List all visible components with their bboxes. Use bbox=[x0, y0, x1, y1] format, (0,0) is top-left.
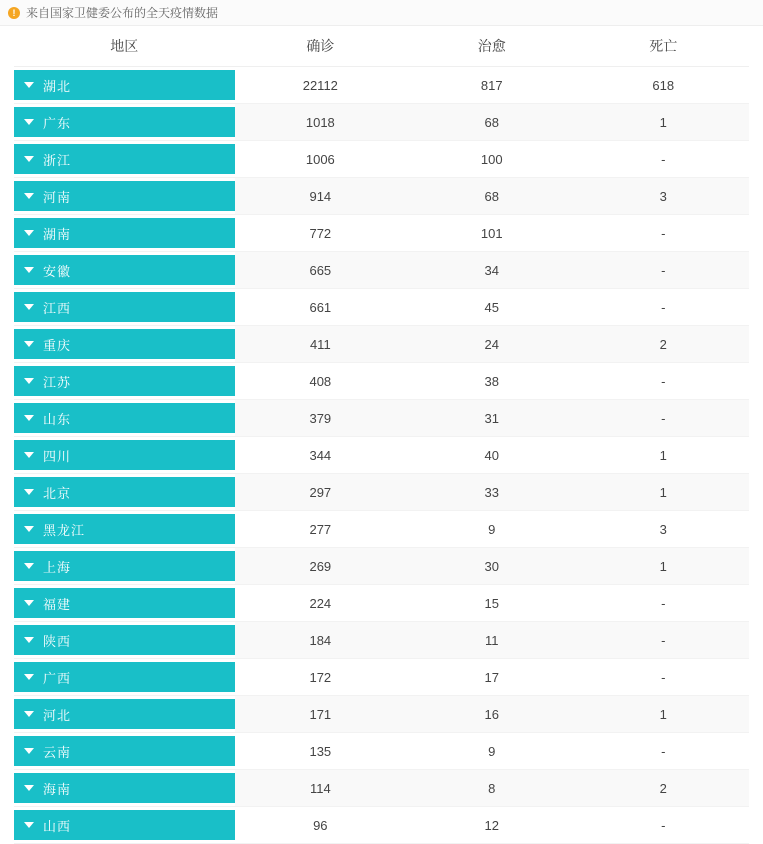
region-bar[interactable] bbox=[14, 403, 235, 433]
region-label: 海南 bbox=[43, 781, 72, 797]
confirmed-cell: 184 bbox=[235, 622, 406, 659]
cured-cell: 31 bbox=[406, 400, 577, 437]
region-label: 安徽 bbox=[43, 263, 72, 279]
region-label: 浙江 bbox=[43, 152, 72, 168]
deaths-cell: 3 bbox=[578, 178, 750, 215]
chevron-down-icon[interactable] bbox=[24, 193, 34, 199]
chevron-down-icon[interactable] bbox=[24, 822, 34, 828]
confirmed-cell: 172 bbox=[235, 659, 406, 696]
deaths-cell: - bbox=[578, 622, 750, 659]
region-bar[interactable] bbox=[14, 699, 235, 729]
region-bar[interactable] bbox=[14, 810, 235, 840]
confirmed-cell: 96 bbox=[235, 807, 406, 844]
region-bar[interactable] bbox=[14, 70, 235, 100]
confirmed-cell: 171 bbox=[235, 696, 406, 733]
deaths-cell: 2 bbox=[578, 770, 750, 807]
region-bar[interactable] bbox=[14, 662, 235, 692]
cured-cell: 33 bbox=[406, 474, 577, 511]
table-row bbox=[14, 363, 749, 400]
confirmed-cell: 665 bbox=[235, 252, 406, 289]
chevron-down-icon[interactable] bbox=[24, 230, 34, 236]
deaths-cell: - bbox=[578, 289, 750, 326]
notice-text: 来自国家卫健委公布的全天疫情数据 bbox=[26, 6, 219, 20]
cured-cell: 17 bbox=[406, 659, 577, 696]
deaths-cell: 1 bbox=[578, 696, 750, 733]
column-header-region: 地区 bbox=[14, 26, 235, 67]
cured-cell: 40 bbox=[406, 437, 577, 474]
table-row bbox=[14, 474, 749, 511]
region-label: 广西 bbox=[43, 670, 72, 686]
region-cell[interactable] bbox=[14, 807, 235, 844]
deaths-cell: - bbox=[578, 400, 750, 437]
region-cell[interactable] bbox=[14, 67, 235, 104]
table-row bbox=[14, 289, 749, 326]
region-cell[interactable] bbox=[14, 659, 235, 696]
region-label: 黑龙江 bbox=[43, 522, 86, 538]
region-bar[interactable] bbox=[14, 551, 235, 581]
deaths-cell: 1 bbox=[578, 437, 750, 474]
region-bar[interactable] bbox=[14, 588, 235, 618]
region-cell[interactable] bbox=[14, 289, 235, 326]
region-label: 江西 bbox=[43, 300, 72, 316]
region-cell[interactable] bbox=[14, 770, 235, 807]
confirmed-cell: 772 bbox=[235, 215, 406, 252]
chevron-down-icon[interactable] bbox=[24, 526, 34, 532]
region-cell[interactable] bbox=[14, 548, 235, 585]
region-bar[interactable] bbox=[14, 477, 235, 507]
table-row bbox=[14, 696, 749, 733]
region-label: 山西 bbox=[43, 818, 72, 834]
deaths-cell: - bbox=[578, 807, 750, 844]
region-bar[interactable] bbox=[14, 773, 235, 803]
table-row bbox=[14, 67, 749, 104]
chevron-down-icon[interactable] bbox=[24, 711, 34, 717]
chevron-down-icon[interactable] bbox=[24, 415, 34, 421]
table-row bbox=[14, 437, 749, 474]
region-bar[interactable] bbox=[14, 329, 235, 359]
cured-cell: 101 bbox=[406, 215, 577, 252]
cured-cell: 817 bbox=[406, 67, 577, 104]
confirmed-cell: 22112 bbox=[235, 67, 406, 104]
region-cell[interactable] bbox=[14, 696, 235, 733]
region-cell[interactable] bbox=[14, 474, 235, 511]
region-cell[interactable] bbox=[14, 511, 235, 548]
region-label: 河北 bbox=[43, 707, 72, 723]
region-bar[interactable] bbox=[14, 514, 235, 544]
chevron-down-icon[interactable] bbox=[24, 156, 34, 162]
confirmed-cell: 344 bbox=[235, 437, 406, 474]
region-bar[interactable] bbox=[14, 625, 235, 655]
confirmed-cell: 297 bbox=[235, 474, 406, 511]
chevron-down-icon[interactable] bbox=[24, 452, 34, 458]
cured-cell: 8 bbox=[406, 770, 577, 807]
deaths-cell: 618 bbox=[578, 67, 750, 104]
chevron-down-icon[interactable] bbox=[24, 304, 34, 310]
region-cell[interactable] bbox=[14, 215, 235, 252]
cured-cell: 24 bbox=[406, 326, 577, 363]
confirmed-cell: 224 bbox=[235, 585, 406, 622]
region-label: 广东 bbox=[43, 115, 72, 131]
region-label: 湖南 bbox=[43, 226, 72, 242]
region-label: 陕西 bbox=[43, 633, 72, 649]
cured-cell: 34 bbox=[406, 252, 577, 289]
chevron-down-icon[interactable] bbox=[24, 378, 34, 384]
region-cell[interactable] bbox=[14, 400, 235, 437]
deaths-cell: - bbox=[578, 141, 750, 178]
chevron-down-icon[interactable] bbox=[24, 119, 34, 125]
region-cell[interactable] bbox=[14, 585, 235, 622]
region-label: 河南 bbox=[43, 189, 72, 205]
region-label: 山东 bbox=[43, 411, 72, 427]
table-row bbox=[14, 141, 749, 178]
region-cell[interactable] bbox=[14, 733, 235, 770]
table-row bbox=[14, 252, 749, 289]
confirmed-cell: 1006 bbox=[235, 141, 406, 178]
deaths-cell: 3 bbox=[578, 511, 750, 548]
region-cell[interactable] bbox=[14, 437, 235, 474]
chevron-down-icon[interactable] bbox=[24, 637, 34, 643]
deaths-cell: - bbox=[578, 215, 750, 252]
header-row bbox=[14, 26, 749, 67]
deaths-cell: - bbox=[578, 733, 750, 770]
cured-cell: 9 bbox=[406, 511, 577, 548]
confirmed-cell: 135 bbox=[235, 733, 406, 770]
region-cell[interactable] bbox=[14, 252, 235, 289]
region-bar[interactable] bbox=[14, 218, 235, 248]
region-label: 福建 bbox=[43, 596, 72, 612]
table-row bbox=[14, 400, 749, 437]
cured-cell: 11 bbox=[406, 622, 577, 659]
column-header-confirmed: 确诊 bbox=[235, 26, 406, 67]
deaths-cell: 2 bbox=[578, 326, 750, 363]
region-label: 北京 bbox=[43, 485, 72, 501]
epidemic-table bbox=[14, 26, 749, 844]
confirmed-cell: 661 bbox=[235, 289, 406, 326]
region-cell[interactable] bbox=[14, 363, 235, 400]
table-row bbox=[14, 548, 749, 585]
table-row bbox=[14, 585, 749, 622]
deaths-cell: 1 bbox=[578, 104, 750, 141]
confirmed-cell: 114 bbox=[235, 770, 406, 807]
table-row bbox=[14, 326, 749, 363]
region-cell[interactable] bbox=[14, 622, 235, 659]
region-bar[interactable] bbox=[14, 181, 235, 211]
cured-cell: 15 bbox=[406, 585, 577, 622]
region-bar[interactable] bbox=[14, 255, 235, 285]
chevron-down-icon[interactable] bbox=[24, 489, 34, 495]
confirmed-cell: 269 bbox=[235, 548, 406, 585]
region-cell[interactable] bbox=[14, 178, 235, 215]
cured-cell: 100 bbox=[406, 141, 577, 178]
region-cell[interactable] bbox=[14, 141, 235, 178]
chevron-down-icon[interactable] bbox=[24, 341, 34, 347]
table-row bbox=[14, 178, 749, 215]
region-label: 云南 bbox=[43, 744, 72, 760]
table-row bbox=[14, 807, 749, 844]
region-label: 江苏 bbox=[43, 374, 72, 390]
region-label: 四川 bbox=[43, 448, 72, 464]
notice-bar bbox=[0, 0, 763, 26]
table-row bbox=[14, 733, 749, 770]
cured-cell: 68 bbox=[406, 178, 577, 215]
chevron-down-icon[interactable] bbox=[24, 267, 34, 273]
confirmed-cell: 411 bbox=[235, 326, 406, 363]
region-bar[interactable] bbox=[14, 144, 235, 174]
table-header bbox=[14, 26, 749, 67]
confirmed-cell: 1018 bbox=[235, 104, 406, 141]
cured-cell: 30 bbox=[406, 548, 577, 585]
cured-cell: 38 bbox=[406, 363, 577, 400]
cured-cell: 68 bbox=[406, 104, 577, 141]
table-body bbox=[14, 67, 749, 844]
table-row bbox=[14, 104, 749, 141]
confirmed-cell: 914 bbox=[235, 178, 406, 215]
cured-cell: 45 bbox=[406, 289, 577, 326]
info-icon: ! bbox=[8, 7, 20, 19]
column-header-cured: 治愈 bbox=[406, 26, 577, 67]
chevron-down-icon[interactable] bbox=[24, 674, 34, 680]
region-bar[interactable] bbox=[14, 292, 235, 322]
deaths-cell: - bbox=[578, 585, 750, 622]
region-label: 湖北 bbox=[43, 78, 72, 94]
deaths-cell: - bbox=[578, 363, 750, 400]
table-row bbox=[14, 215, 749, 252]
chevron-down-icon[interactable] bbox=[24, 563, 34, 569]
confirmed-cell: 379 bbox=[235, 400, 406, 437]
table-row bbox=[14, 770, 749, 807]
table-row bbox=[14, 622, 749, 659]
deaths-cell: - bbox=[578, 252, 750, 289]
chevron-down-icon[interactable] bbox=[24, 82, 34, 88]
region-bar[interactable] bbox=[14, 107, 235, 137]
region-bar[interactable] bbox=[14, 366, 235, 396]
region-cell[interactable] bbox=[14, 326, 235, 363]
deaths-cell: - bbox=[578, 659, 750, 696]
chevron-down-icon[interactable] bbox=[24, 748, 34, 754]
region-bar[interactable] bbox=[14, 736, 235, 766]
region-cell[interactable] bbox=[14, 104, 235, 141]
table-row bbox=[14, 511, 749, 548]
deaths-cell: 1 bbox=[578, 548, 750, 585]
confirmed-cell: 408 bbox=[235, 363, 406, 400]
chevron-down-icon[interactable] bbox=[24, 785, 34, 791]
region-label: 上海 bbox=[43, 559, 72, 575]
cured-cell: 9 bbox=[406, 733, 577, 770]
confirmed-cell: 277 bbox=[235, 511, 406, 548]
column-header-deaths: 死亡 bbox=[578, 26, 750, 67]
table-row bbox=[14, 659, 749, 696]
cured-cell: 12 bbox=[406, 807, 577, 844]
deaths-cell: 1 bbox=[578, 474, 750, 511]
cured-cell: 16 bbox=[406, 696, 577, 733]
region-label: 重庆 bbox=[43, 337, 72, 353]
chevron-down-icon[interactable] bbox=[24, 600, 34, 606]
table-container bbox=[0, 26, 763, 844]
region-bar[interactable] bbox=[14, 440, 235, 470]
